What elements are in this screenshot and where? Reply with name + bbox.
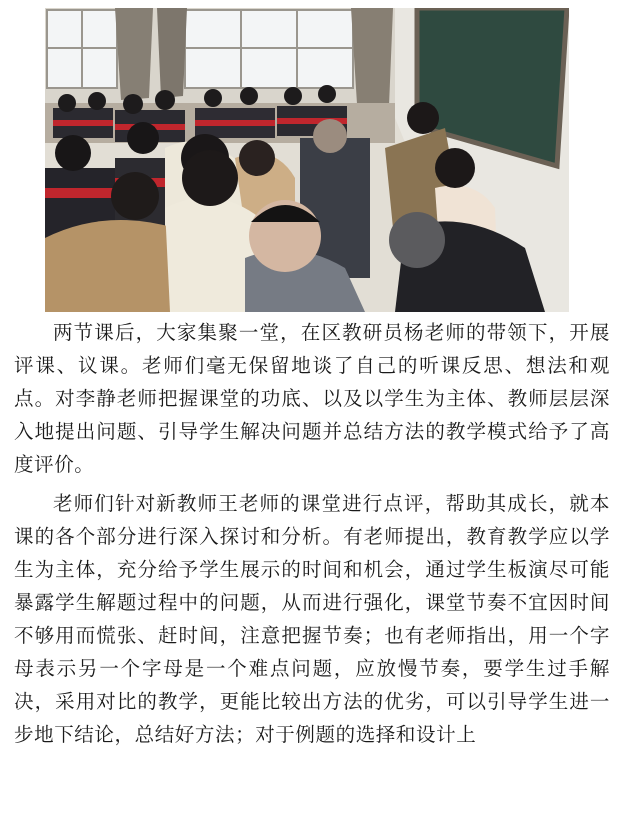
paragraph-review-discussion: 两节课后，大家集聚一堂，在区教研员杨老师的带领下，开展评课、议课。老师们毫无保留地谈了自己的听课反思、想法和观点。对李静老师把握课堂的功底、以及以学生为主体、教师层层深入地提出问题、引导学生解决问题并总结方法的教学模式给予了高度评价。 <box>14 321 610 476</box>
window-left <box>47 10 117 88</box>
classroom-photo-drawing <box>45 8 569 312</box>
article-body <box>14 316 610 751</box>
paragraph-new-teacher-feedback: 老师们针对新教师王老师的课堂进行点评，帮助其成长，就本课的各个部分进行深入探讨和分析。有老师提出，教育教学应以学生为主体，充分给予学生展示的时间和机会，通过学生板演尽可能暴露学生解题过程中的问题，从而进行强化，课堂节奏不宜因时间不够用而慌张、赶时间，注意把握节奏；也有老师指出，用一个字母表示另一个字母是一个难点问题，应放慢节奏，要学生过手解决，采用对比的教学，更能比较出方法的优劣，可以引导学生进一步地下结论，总结好方法；对于例题的选择和设计上 <box>14 492 610 746</box>
window-middle <box>185 10 353 88</box>
classroom-photo <box>45 8 569 312</box>
